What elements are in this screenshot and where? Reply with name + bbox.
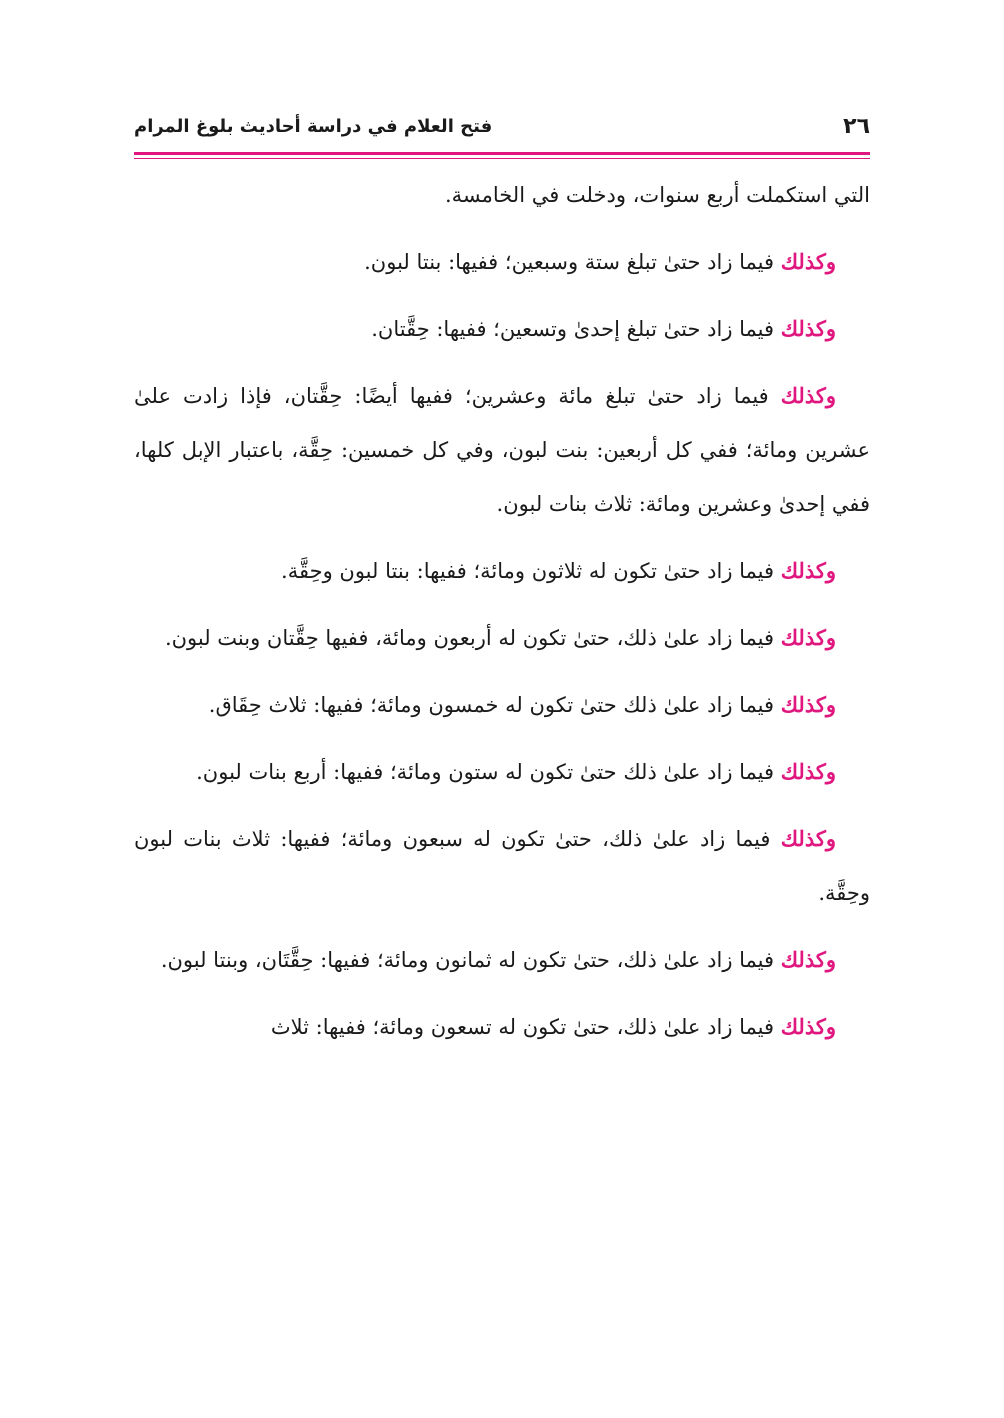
paragraph-text: فيما زاد علىٰ ذلك، حتىٰ تكون له تسعون ومائة؛ ففيها: ثلاث xyxy=(270,1015,781,1039)
keyword-highlight: وكذلك xyxy=(780,383,836,408)
paragraph-text: فيما زاد حتىٰ تبلغ ستة وسبعين؛ ففيها: بنتا لبون. xyxy=(364,250,781,274)
paragraph-6 xyxy=(134,611,870,665)
paragraph-text: فيما زاد حتىٰ تكون له ثلاثون ومائة؛ ففيها: بنتا لبون وحِقَّة. xyxy=(281,559,781,583)
paragraph-5 xyxy=(134,544,870,598)
keyword-highlight: وكذلك xyxy=(780,1014,836,1039)
paragraph-text: فيما زاد حتىٰ تبلغ مائة وعشرين؛ ففيها أيضًا: حِقَّتان، فإذا زادت علىٰ عشرين ومائة؛ ففي كل أربعين: بنت لبون، وفي كل خمسين: حِقَّة، باعتبار الإبل كلها، ففي إحدىٰ وعشرين ومائة: ثلاث بنات لبون. xyxy=(134,384,870,516)
running-title: فتح العلام في دراسة أحاديث بلوغ المرام xyxy=(134,116,493,137)
keyword-highlight: وكذلك xyxy=(780,947,836,972)
paragraph-1 xyxy=(134,168,870,222)
keyword-highlight: وكذلك xyxy=(780,249,836,274)
keyword-highlight: وكذلك xyxy=(780,625,836,650)
keyword-highlight: وكذلك xyxy=(780,316,836,341)
paragraph-11 xyxy=(134,1000,870,1054)
paragraph-10 xyxy=(134,933,870,987)
paragraph-3 xyxy=(134,302,870,356)
paragraph-text: التي استكملت أربع سنوات، ودخلت في الخامسة. xyxy=(444,183,870,207)
paragraph-text: فيما زاد علىٰ ذلك، حتىٰ تكون له ثمانون ومائة؛ ففيها: حِقَّتَان، وبنتا لبون. xyxy=(160,948,781,972)
keyword-highlight: وكذلك xyxy=(780,826,836,851)
keyword-highlight: وكذلك xyxy=(780,692,836,717)
page-number: ٢٦ xyxy=(843,114,870,139)
header-rule-thick xyxy=(134,152,870,155)
paragraph-2 xyxy=(134,235,870,289)
paragraph-text: فيما زاد علىٰ ذلك، حتىٰ تكون له أربعون ومائة، ففيها حِقَّتان وبنت لبون. xyxy=(164,626,781,650)
page-body xyxy=(134,168,870,1067)
paragraph-text: فيما زاد علىٰ ذلك حتىٰ تكون له ستون ومائة؛ ففيها: أربع بنات لبون. xyxy=(196,760,781,784)
paragraph-4 xyxy=(134,369,870,531)
paragraph-text: فيما زاد حتىٰ تبلغ إحدىٰ وتسعين؛ ففيها: حِقَّتان. xyxy=(371,317,781,341)
paragraph-text: فيما زاد علىٰ ذلك، حتىٰ تكون له سبعون ومائة؛ ففيها: ثلاث بنات لبون وحِقَّة. xyxy=(134,827,870,905)
page-header xyxy=(134,108,870,148)
paragraph-9 xyxy=(134,812,870,920)
keyword-highlight: وكذلك xyxy=(780,759,836,784)
paragraph-text: فيما زاد علىٰ ذلك حتىٰ تكون له خمسون ومائة؛ ففيها: ثلاث حِقَاق. xyxy=(208,693,781,717)
paragraph-8 xyxy=(134,745,870,799)
header-rule-thin xyxy=(134,158,870,159)
keyword-highlight: وكذلك xyxy=(780,558,836,583)
paragraph-7 xyxy=(134,678,870,732)
